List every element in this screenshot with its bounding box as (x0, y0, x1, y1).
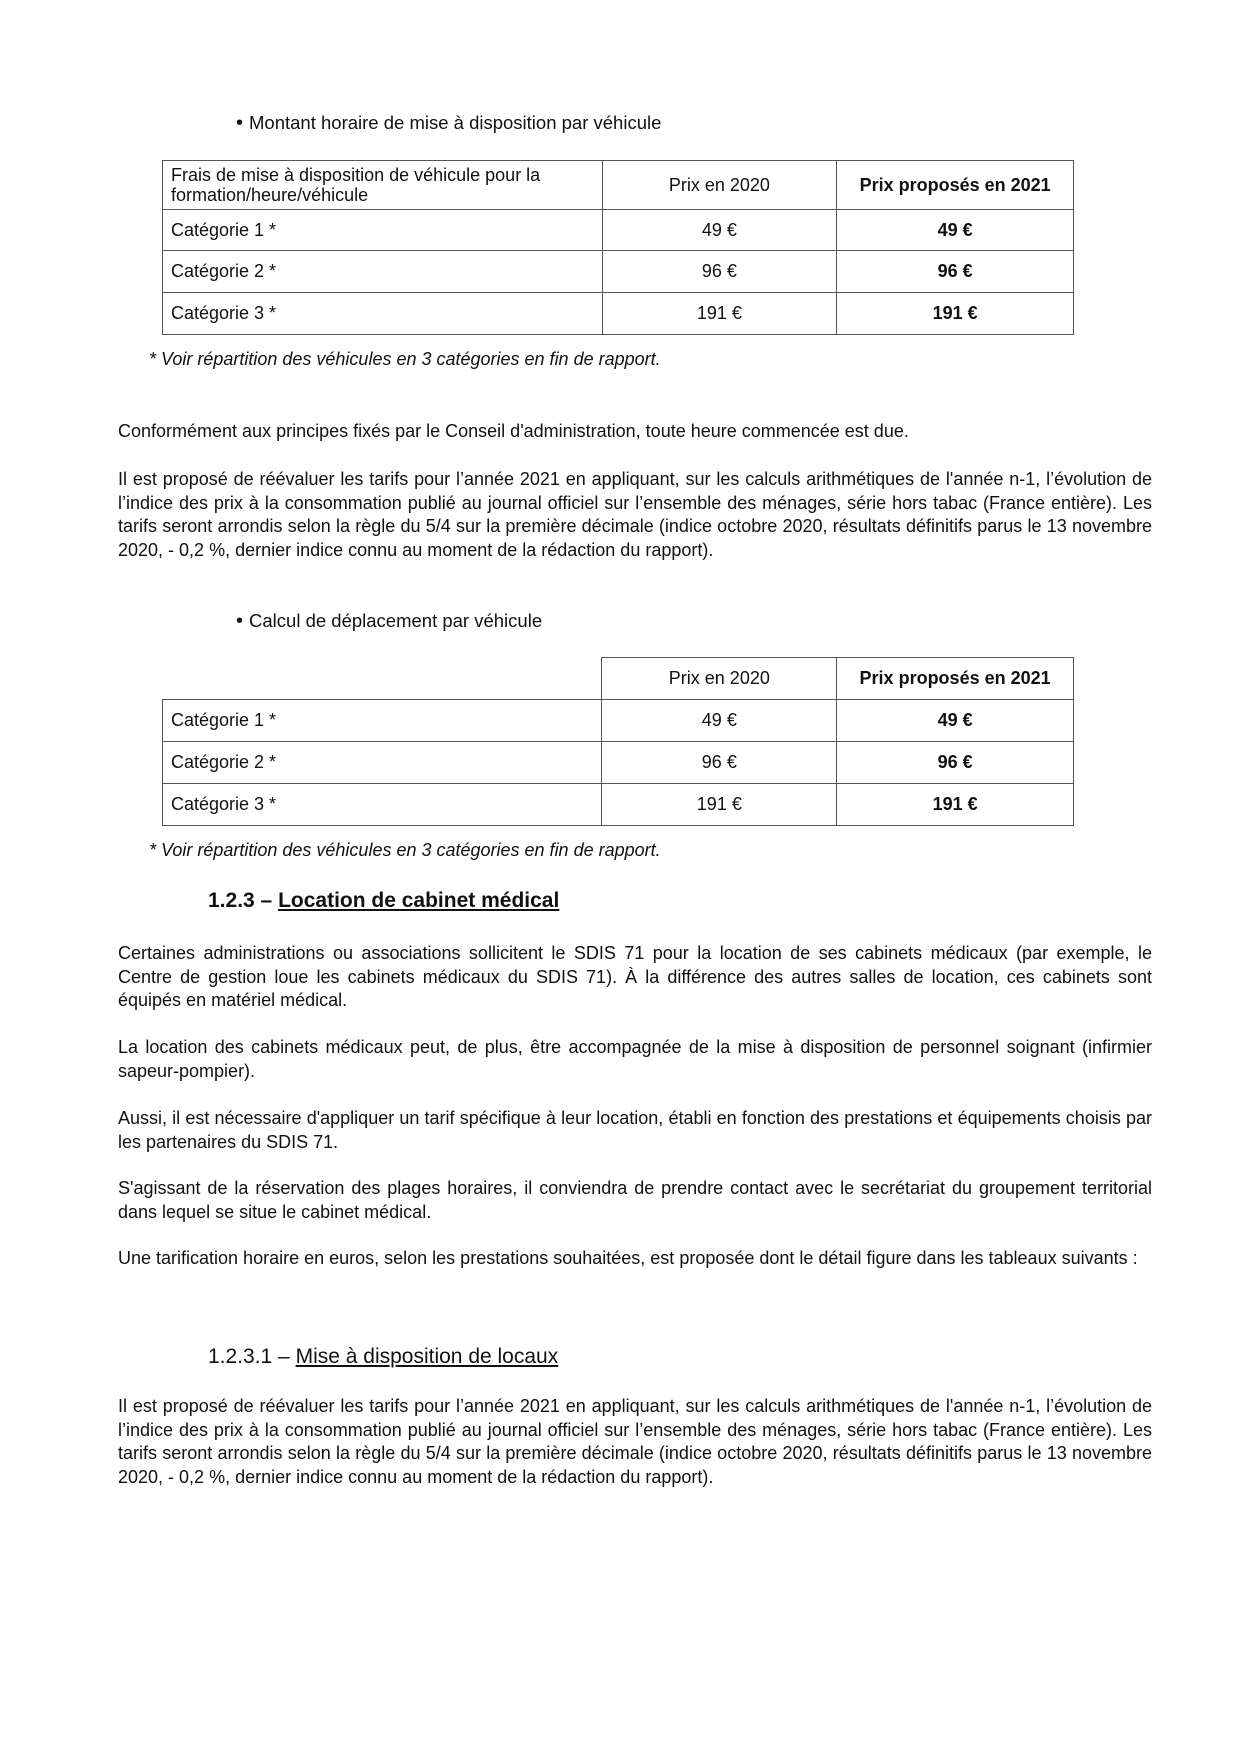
table-cell: 191 € (602, 293, 837, 335)
header-cell: Frais de mise à disposition de véhicule pour la formation/heure/véhicule (163, 161, 603, 210)
table-cell: Catégorie 3 * (163, 293, 603, 335)
table-cell: Catégorie 2 * (163, 251, 603, 293)
table-cell: Catégorie 3 * (163, 784, 602, 826)
table-cell: Catégorie 1 * (163, 700, 602, 742)
bullet-icon: • (236, 610, 244, 632)
header-cell: Prix proposés en 2021 (837, 658, 1074, 700)
section-heading-1-2-3: 1.2.3 – Location de cabinet médical (208, 889, 560, 912)
bullet-calcul-deplacement: • Calcul de déplacement par véhicule (236, 610, 543, 632)
footnote-categories: * Voir répartition des véhicules en 3 catégories en fin de rapport. (149, 349, 661, 369)
bullet-icon: • (236, 112, 244, 134)
paragraph-reservation: S'agissant de la réservation des plages horaires, il conviendra de prendre contact avec le secrétariat du groupement territorial dans lequel se situe le cabinet médical. (118, 1178, 1152, 1222)
table-cell: 191 € (602, 784, 837, 826)
table-deplacement (162, 657, 1074, 826)
table-cell: 191 € (837, 293, 1074, 335)
paragraph-reevaluation-locaux: Il est proposé de réévaluer les tarifs pour l’année 2021 en appliquant, sur les calculs arithmétiques de l'année n-1, l’évolution de l’indice des prix à la consommation publié au journal officiel sur l’ensemble des ménages, série hors tabac (France entière). Les tarifs seront arrondis selon la règle du 5/4 sur la première décimale (indice octobre 2020, résultats définitifs parus le 13 novembre 2020, - 0,2 %, dernier indice connu au moment de la rédaction du rapport). (118, 1396, 1152, 1487)
table-cell: 96 € (837, 251, 1074, 293)
table-header-row (163, 161, 1074, 210)
table-mise-a-disposition (162, 160, 1074, 335)
table-row (163, 210, 1074, 251)
footnote-categories: * Voir répartition des véhicules en 3 catégories en fin de rapport. (149, 840, 661, 860)
paragraph-personnel-soignant: La location des cabinets médicaux peut, de plus, être accompagnée de la mise à disposition de personnel soignant (infirmier sapeur-pompier). (118, 1037, 1152, 1081)
paragraph-reevaluation: Il est proposé de réévaluer les tarifs pour l’année 2021 en appliquant, sur les calculs arithmétiques de l'année n-1, l’évolution de l’indice des prix à la consommation publié au journal officiel sur l’ensemble des ménages, série hors tabac (France entière). Les tarifs seront arrondis selon la règle du 5/4 sur la première décimale (indice octobre 2020, résultats définitifs parus le 13 novembre 2020, - 0,2 %, dernier indice connu au moment de la rédaction du rapport). (118, 469, 1152, 560)
paragraph-tarif-specifique: Aussi, il est nécessaire d'appliquer un tarif spécifique à leur location, établi en fonction des prestations et équipements choisis par les partenaires du SDIS 71. (118, 1108, 1152, 1152)
table-cell: 49 € (837, 700, 1074, 742)
paragraph-location-intro: Certaines administrations ou associations sollicitent le SDIS 71 pour la location de ses cabinets médicaux (par exemple, le Centre de gestion loue les cabinets médicaux du SDIS 71). À la différence des autres salles de location, ces cabinets sont équipés en matériel médical. (118, 943, 1152, 1010)
header-cell: Prix proposés en 2021 (837, 161, 1074, 210)
table-header-row (163, 658, 1074, 700)
table-cell: Catégorie 1 * (163, 210, 603, 251)
table-cell: 49 € (837, 210, 1074, 251)
bullet-montant-horaire: • Montant horaire de mise à disposition par véhicule (236, 112, 662, 134)
table-cell: 96 € (602, 251, 837, 293)
table-cell: 49 € (602, 700, 837, 742)
table-cell: 49 € (602, 210, 837, 251)
paragraph-tarification: Une tarification horaire en euros, selon les prestations souhaitées, est proposée dont le détail figure dans les tableaux suivants : (118, 1248, 1138, 1268)
table-row (163, 742, 1074, 784)
section-heading-1-2-3-1: 1.2.3.1 – Mise à disposition de locaux (208, 1345, 559, 1368)
table-row (163, 784, 1074, 826)
header-cell: Prix en 2020 (602, 161, 837, 210)
header-cell: Prix en 2020 (602, 658, 837, 700)
table-cell: 96 € (837, 742, 1074, 784)
table-cell: 191 € (837, 784, 1074, 826)
table-cell: Catégorie 2 * (163, 742, 602, 784)
paragraph-conseil: Conformément aux principes fixés par le Conseil d'administration, toute heure commencée est due. (118, 421, 909, 441)
table-row (163, 251, 1074, 293)
table-cell: 96 € (602, 742, 837, 784)
header-cell-empty (163, 658, 602, 700)
table-row (163, 293, 1074, 335)
table-row (163, 700, 1074, 742)
